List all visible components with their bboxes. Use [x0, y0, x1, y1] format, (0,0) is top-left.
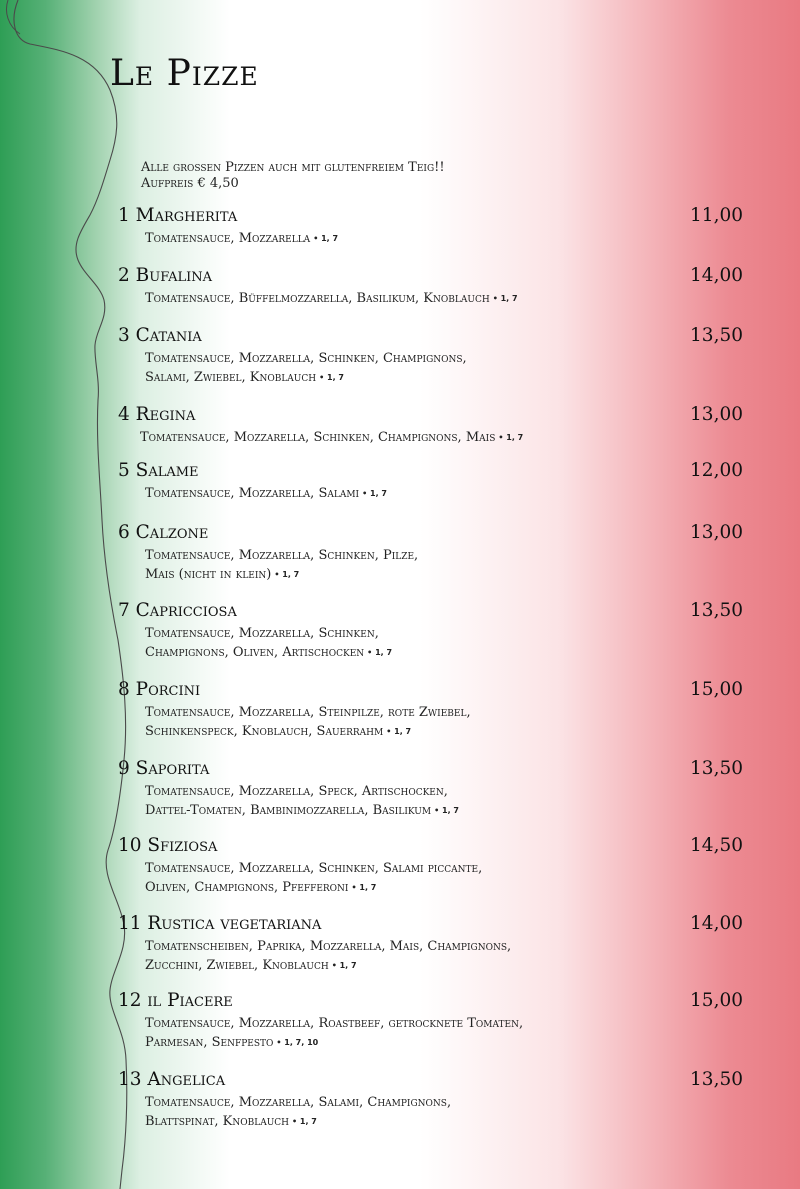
- item-name: 13 Angelica: [118, 1069, 226, 1090]
- item-description-line: Salami, Zwiebel, Knoblauch • 1, 7: [145, 370, 344, 385]
- menu-item: [118, 835, 748, 897]
- allergen-codes: • 1, 7: [386, 727, 412, 736]
- item-description-line: Tomatensauce, Mozzarella • 1, 7: [145, 231, 339, 246]
- glutenfree-surcharge-line: Aufpreis € 4,50: [141, 176, 239, 191]
- item-description: [145, 1093, 705, 1131]
- item-description: [145, 289, 705, 308]
- allergen-codes: • 1, 7: [492, 294, 518, 303]
- item-price: 14,00: [690, 913, 743, 934]
- item-description-line: Oliven, Champignons, Pfefferoni • 1, 7: [145, 880, 377, 895]
- item-description: [145, 1014, 705, 1052]
- allergen-codes: • 1, 7: [313, 234, 339, 243]
- item-description-line: Tomatensauce, Mozzarella, Speck, Artischocken,: [145, 784, 448, 799]
- item-description-line: Champignons, Oliven, Artischocken • 1, 7: [145, 645, 393, 660]
- item-price: 13,50: [690, 1069, 743, 1090]
- menu-item: [118, 460, 748, 503]
- menu-item: [118, 522, 748, 584]
- allergen-codes: • 1, 7: [319, 373, 344, 382]
- item-description: [145, 782, 705, 820]
- item-description-line: Tomatensauce, Mozzarella, Steinpilze, rote Zwiebel,: [145, 705, 471, 720]
- allergen-codes: • 1, 7, 10: [276, 1038, 319, 1047]
- item-description-line: Tomatensauce, Mozzarella, Schinken, Champignons,: [145, 351, 467, 366]
- item-name: 9 Saporita: [118, 758, 210, 779]
- item-name: 12 il Piacere: [118, 990, 233, 1011]
- item-description-line: Dattel-Tomaten, Bambinimozzarella, Basilikum • 1, 7: [145, 803, 459, 818]
- item-description-line: Tomatenscheiben, Paprika, Mozzarella, Mais, Champignons,: [145, 939, 512, 954]
- item-description-line: Zucchini, Zwiebel, Knoblauch • 1, 7: [145, 958, 357, 973]
- menu-item: [118, 404, 748, 447]
- menu-item: [118, 265, 748, 308]
- item-description-line: Schinkenspeck, Knoblauch, Sauerrahm • 1, 7: [145, 724, 412, 739]
- item-description-line: Blattspinat, Knoblauch • 1, 7: [145, 1114, 317, 1129]
- allergen-codes: • 1, 7: [351, 883, 377, 892]
- page-title: Le Pizze: [110, 53, 259, 94]
- allergen-codes: • 1, 7: [331, 961, 357, 970]
- item-description: [145, 484, 705, 503]
- allergen-codes: • 1, 7: [362, 489, 387, 498]
- item-name: 2 Bufalina: [118, 265, 213, 286]
- item-name: 6 Calzone: [118, 522, 209, 543]
- item-price: 11,00: [690, 205, 743, 226]
- item-description-line: Tomatensauce, Mozzarella, Schinken, Pilze,: [145, 548, 419, 563]
- item-name: 8 Porcini: [118, 679, 201, 700]
- menu-item: [118, 325, 748, 387]
- item-description: [145, 859, 705, 897]
- item-price: 13,50: [690, 325, 743, 346]
- item-price: 13,00: [690, 522, 743, 543]
- item-name: 4 Regina: [118, 404, 196, 425]
- item-description: [145, 624, 705, 662]
- item-description: [145, 229, 705, 248]
- item-price: 13,50: [690, 758, 743, 779]
- item-price: 12,00: [690, 460, 743, 481]
- item-name: 11 Rustica vegetariana: [118, 913, 322, 934]
- item-description-line: Tomatensauce, Mozzarella, Salami, Champignons,: [145, 1095, 452, 1110]
- item-name: 10 Sfiziosa: [118, 835, 218, 856]
- menu-item: [118, 990, 748, 1052]
- item-name: 5 Salame: [118, 460, 199, 481]
- menu-item: [118, 913, 748, 975]
- item-name: 3 Catania: [118, 325, 202, 346]
- item-description: [145, 703, 705, 741]
- menu-item: [118, 205, 748, 248]
- menu-item: [118, 1069, 748, 1131]
- menu-item: [118, 758, 748, 820]
- item-price: 14,50: [690, 835, 743, 856]
- item-name: 1 Margherita: [118, 205, 238, 226]
- menu-item: [118, 679, 748, 741]
- item-price: 13,50: [690, 600, 743, 621]
- item-description-line: Tomatensauce, Mozzarella, Roastbeef, getrocknete Tomaten,: [145, 1016, 524, 1031]
- allergen-codes: • 1, 7: [434, 806, 459, 815]
- allergen-codes: • 1, 7: [367, 648, 393, 657]
- item-price: 13,00: [690, 404, 743, 425]
- item-description: [145, 546, 705, 584]
- item-description-line: Tomatensauce, Mozzarella, Schinken,: [145, 626, 379, 641]
- allergen-codes: • 1, 7: [292, 1117, 317, 1126]
- item-description: [145, 349, 705, 387]
- item-price: 14,00: [690, 265, 743, 286]
- item-price: 15,00: [690, 990, 743, 1011]
- item-description-line: Tomatensauce, Büffelmozzarella, Basilikum, Knoblauch • 1, 7: [145, 291, 518, 306]
- item-description-line: Tomatensauce, Mozzarella, Schinken, Salami piccante,: [145, 861, 483, 876]
- item-description: [145, 937, 705, 975]
- glutenfree-note: [141, 160, 641, 192]
- item-description-line: Parmesan, Senfpesto • 1, 7, 10: [145, 1035, 319, 1050]
- allergen-codes: • 1, 7: [274, 570, 300, 579]
- item-description-line: Tomatensauce, Mozzarella, Salami • 1, 7: [145, 486, 387, 501]
- item-description: [140, 428, 700, 447]
- item-description-line: Tomatensauce, Mozzarella, Schinken, Champignons, Mais • 1, 7: [140, 430, 524, 445]
- item-name: 7 Capricciosa: [118, 600, 237, 621]
- glutenfree-note-line: Alle grossen Pizzen auch mit glutenfreiem Teig!!: [141, 160, 445, 175]
- item-price: 15,00: [690, 679, 743, 700]
- item-description-line: Mais (nicht in klein) • 1, 7: [145, 567, 300, 582]
- allergen-codes: • 1, 7: [498, 433, 524, 442]
- menu-item: [118, 600, 748, 662]
